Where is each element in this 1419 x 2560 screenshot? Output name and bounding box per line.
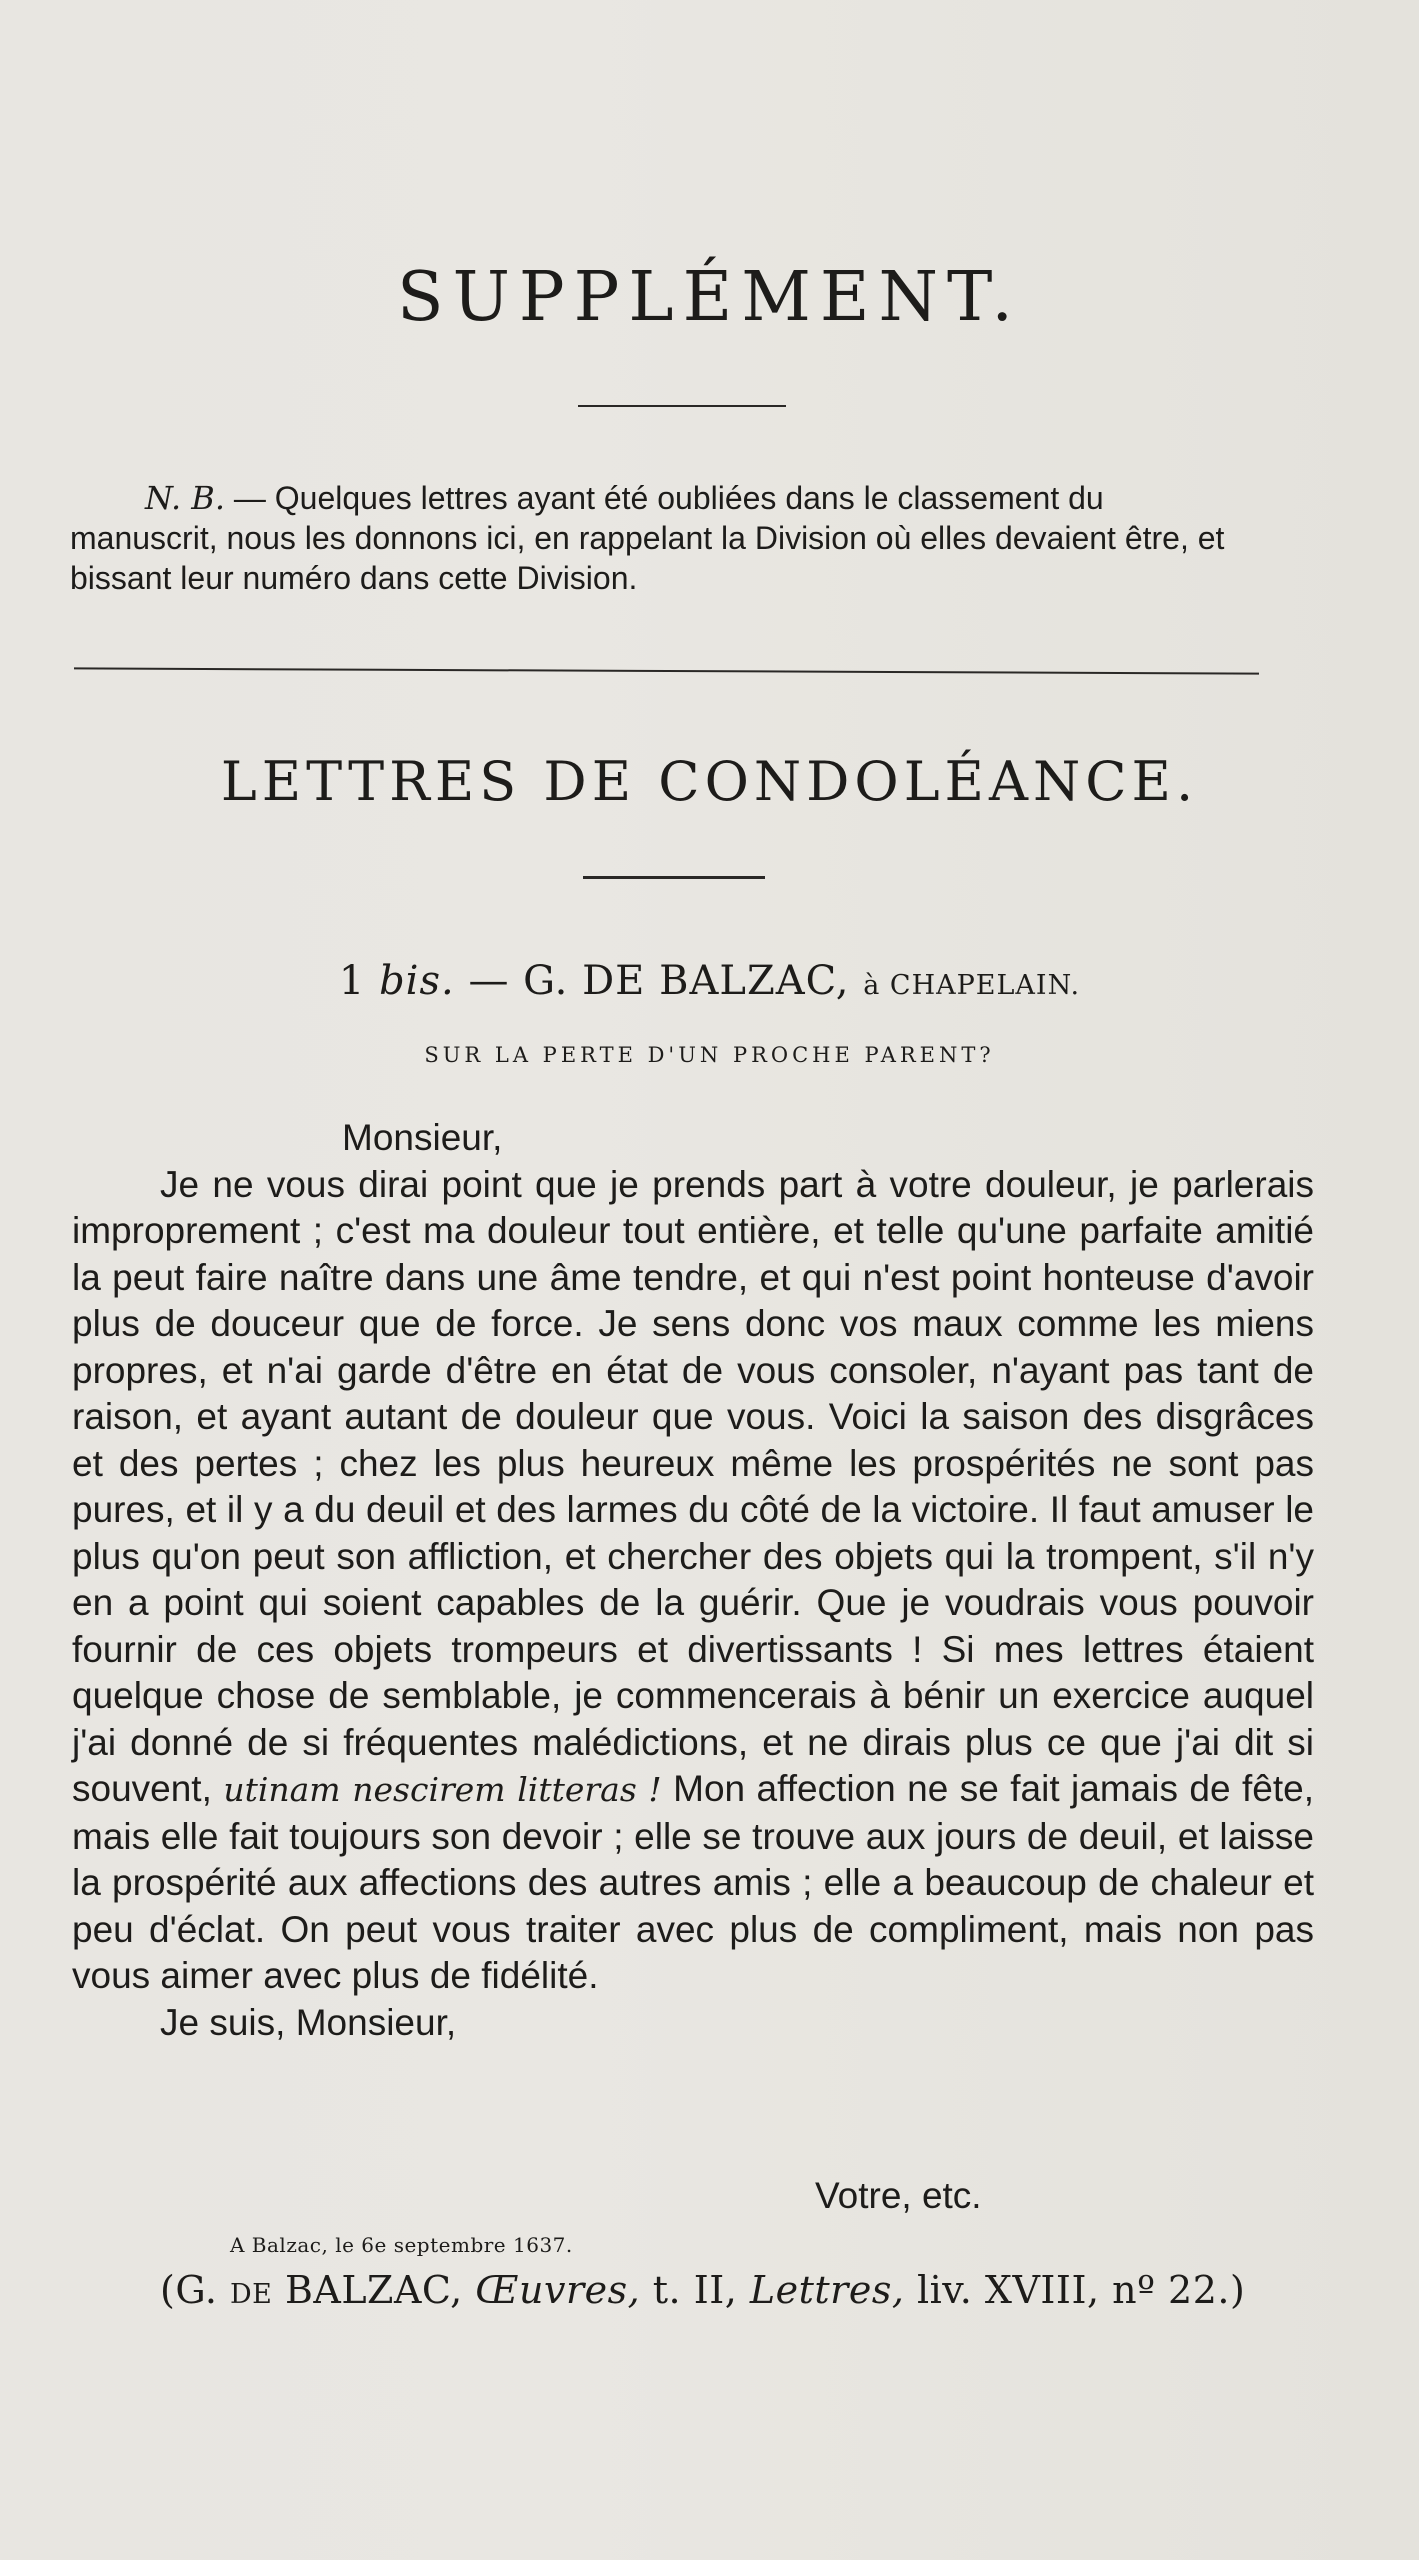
citation-open: (G. <box>160 2268 218 2312</box>
letter-subject: SUR LA PERTE D'UN PROCHE PARENT? <box>424 1043 995 1067</box>
section-title-rule <box>583 876 765 879</box>
body-part-2: Mon affection ne se fait jamais de fête, mais elle fait toujours son devoir ; elle se trouve aux jours de deuil, et laisse la prospérité aux affections des autres amis ; elle a beaucoup de chaleur et peu d'éclat. On peut vous traiter avec plus de compliment, mais non pas vous aimer avec plus de fidélité. <box>72 1768 1314 1996</box>
title-rule <box>578 405 786 407</box>
letter-recipient: à CHAPELAIN. <box>863 970 1081 1001</box>
signature: Votre, etc. <box>815 2175 982 2216</box>
editor-note <box>70 478 1260 598</box>
source-citation <box>160 2268 1245 2312</box>
letter-paragraph <box>72 1162 1314 2000</box>
dateline: A Balzac, le 6e septembre 1637. <box>230 2233 573 2257</box>
note-text: — Quelques lettres ayant été oubliées dans le classement du manuscrit, nous les donnons ici, en rappelant la Division où elles devaient être, et bissant leur numéro dans cette Division. <box>70 480 1225 596</box>
note-label: N. B. <box>145 479 225 517</box>
citation-de: DE <box>230 2279 273 2310</box>
latin-quote: utinam nescirem litteras ! <box>223 1770 662 1809</box>
citation-ref: liv. XVIII, nº 22.) <box>917 2268 1246 2312</box>
closing: Je suis, Monsieur, <box>160 2001 457 2043</box>
citation-tome: t. II, <box>652 2268 738 2312</box>
salutation: Monsieur, <box>342 1117 503 1158</box>
citation-lettres: Lettres, <box>749 2268 905 2312</box>
letter-body <box>72 1115 1314 2046</box>
citation-work: Œuvres, <box>475 2268 641 2312</box>
section-divider <box>74 667 1259 674</box>
letter-number: 1 <box>338 958 366 1004</box>
body-part-1: Je ne vous dirai point que je prends part à votre douleur, je parlerais improprement ; c'est ma douleur tout entière, et telle qu'une parfaite amitié la peut faire naître dans une âme tendre, et qui n'est point honteuse d'avoir plus de douceur que de force. Je sens donc vos maux comme les miens propres, et n'ai garde d'être en état de vous consoler, n'ayant pas tant de raison, et ayant autant de douleur que vous. Voici la saison des disgrâces et des pertes ; chez les plus heureux même les prospérités ne sont pas pures, et il y a du deuil et des larmes du côté de la victoire. Il faut amuser le plus qu'on peut son affliction, et chercher des objets qui la trompent, s'il n'y en a point qui soient capables de la guérir. Que je voudrais vous pouvoir fournir de ces objets trompeurs et divertissants ! Si mes lettres étaient quelque chose de semblable, je commencerais à bénir un exercice auquel j'ai donné de si fréquentes malédictions, et ne dirais plus ce que j'ai dit si souvent, <box>72 1163 1314 1809</box>
letter-heading <box>0 958 1419 1004</box>
letter-bis: bis. <box>379 958 455 1004</box>
letter-author: — G. DE BALZAC, <box>468 958 850 1004</box>
section-title: LETTRES DE CONDOLÉANCE. <box>220 750 1199 813</box>
citation-author: BALZAC, <box>284 2268 463 2312</box>
supplement-title: SUPPLÉMENT. <box>397 258 1022 337</box>
